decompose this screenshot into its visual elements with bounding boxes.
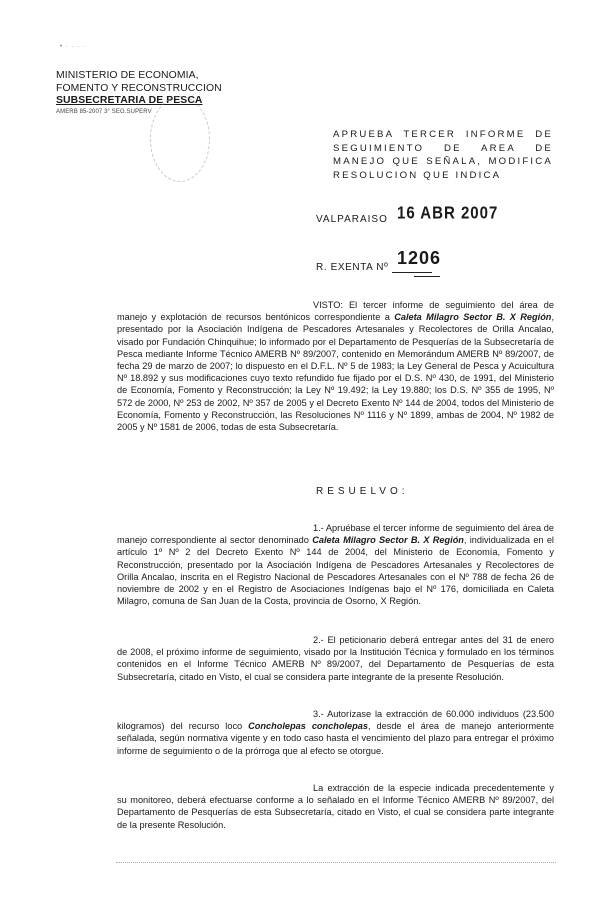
page-bottom-rule [116, 862, 556, 863]
item-1-lead: 1.- Apruébase el tercer informe de seguimiento del área de manejo correspondiente al sector denominado [117, 523, 554, 546]
place-label: VALPARAISO [316, 214, 388, 225]
item-2-text: 2.- El peticionario deberá entregar antes del 31 de enero de 2008, el próximo informe de seguimiento, visado por la Institución Técnica y formulado en los términos contenidos en el Informe Técnico AMERB Nº 89/2007, del Departamento de Pesquerías de esta Subsecretaría, citado en Visto, el cual se considera parte integrante de la presente Resolución. [117, 635, 554, 682]
exenta-number: 1206 [397, 248, 442, 268]
item-3-bold: Concholepas concholepas [248, 721, 368, 732]
resuelvo-heading: RESUELVO: [316, 486, 409, 497]
visto-lead: VISTO: El tercer informe de seguimiento del área de manejo y explotación de recursos bentónicos correspondiente a [117, 300, 554, 323]
scan-mark: • · · · · [60, 44, 86, 50]
item-3 [117, 708, 554, 757]
item-3-lead: 3.- Autorízase la extracción de 60.000 individuos (23.500 kilogramos) del recurso loco [117, 709, 554, 732]
exenta-label: R. EXENTA Nº [316, 262, 389, 273]
ministry-line-1: MINISTERIO DE ECONOMIA, [56, 70, 199, 81]
date-stamp: 16 ABR 2007 [397, 203, 499, 224]
official-seal [150, 96, 210, 182]
item-3-rest: , desde el área de manejo anteriormente señalada, según normativa vigente y en todo caso hasta el vencimiento del plazo para entregar el próximo informe de seguimiento o de la prórroga que al efecto se otorgue. [117, 721, 555, 756]
item-1 [117, 522, 554, 607]
number-underline [392, 272, 432, 273]
item-1-rest: , individualizada en el artículo 1º Nº 2 del Decreto Exento Nº 144 de 2004, del Ministerio de Economía, Fomento y Reconstrucción, presentado por la Asociación Indígena de Pescadores Artesanales y Recolectores de Orilla Ancalao, inscrita en el Registro Nacional de Pescadores Artesanales con el Nº 788 de fecha 26 de noviembre de 2002 y en el Registro de Asociaciones Indígenas bajo el Nº 176, domiciliada en Caleta Milagro, comuna de San Juan de la Costa, provincia de Osorno, X Región. [117, 535, 554, 607]
item-3-paragraph-2 [117, 782, 554, 831]
number-underline-2 [414, 276, 440, 277]
subsecretaria-title: SUBSECRETARIA DE PESCA [56, 95, 203, 106]
ministry-line-2: FOMENTO Y RECONSTRUCCION [56, 82, 222, 94]
visto-sector: Caleta Milagro Sector B. X Región [394, 312, 552, 323]
resolution-subject: APRUEBA TERCER INFORME DE SEGUIMIENTO DE AREA DE MANEJO QUE SEÑALA, MODIFICA RESOLUCION QUE INDICA [333, 129, 553, 181]
item-2 [117, 634, 554, 683]
item-1-bold: Caleta Milagro Sector B. X Región [312, 535, 464, 546]
visto-paragraph [117, 299, 554, 433]
reference-code: AMERB 85-2007 3° SEG.SUPERV [56, 108, 152, 115]
visto-rest: , presentado por la Asociación Indígena de Pescadores Artesanales y Recolectores de Orilla Ancalao, visado por Fundación Chinquihue; lo informado por el Departamento de Pesquerías de la Subsecretaría de Pesca mediante Informe Técnico AMERB Nº 89/2007, contenido en Memorándum AMERB Nº 89/2007, de fecha 29 de marzo de 2007; lo dispuesto en el D.F.L. Nº 5 de 1983; la Ley General de Pesca y Acuicultura Nº 18.892 y sus modificaciones cuyo texto refundido fue fijado por el D.S. Nº 430, de 1991, del Ministerio de Economía, Fomento y Reconstrucción; la Ley Nº 19.492; la Ley 19.880; los D.S. Nº 355 de 1995, Nº 572 de 2000, Nº 253 de 2002, Nº 357 de 2005 y el Decreto Exento Nº 144 de 2004, todos del Ministerio de Economía, Fomento y Reconstrucción, las Resoluciones Nº 1116 y Nº 1899, ambas de 2004, Nº 1982 de 2005 y Nº 1581 de 2006, todas de esta Subsecretaría. [117, 312, 554, 433]
item-3b-text: La extracción de la especie indicada precedentemente y su monitoreo, deberá efectuarse conforme a lo señalado en el Informe Técnico AMERB Nº 89/2007, del Departamento de Pesquerías de esta Subsecretaría, citado en Visto, el cual se considera parte integrante de la presente Resolución. [117, 783, 554, 830]
